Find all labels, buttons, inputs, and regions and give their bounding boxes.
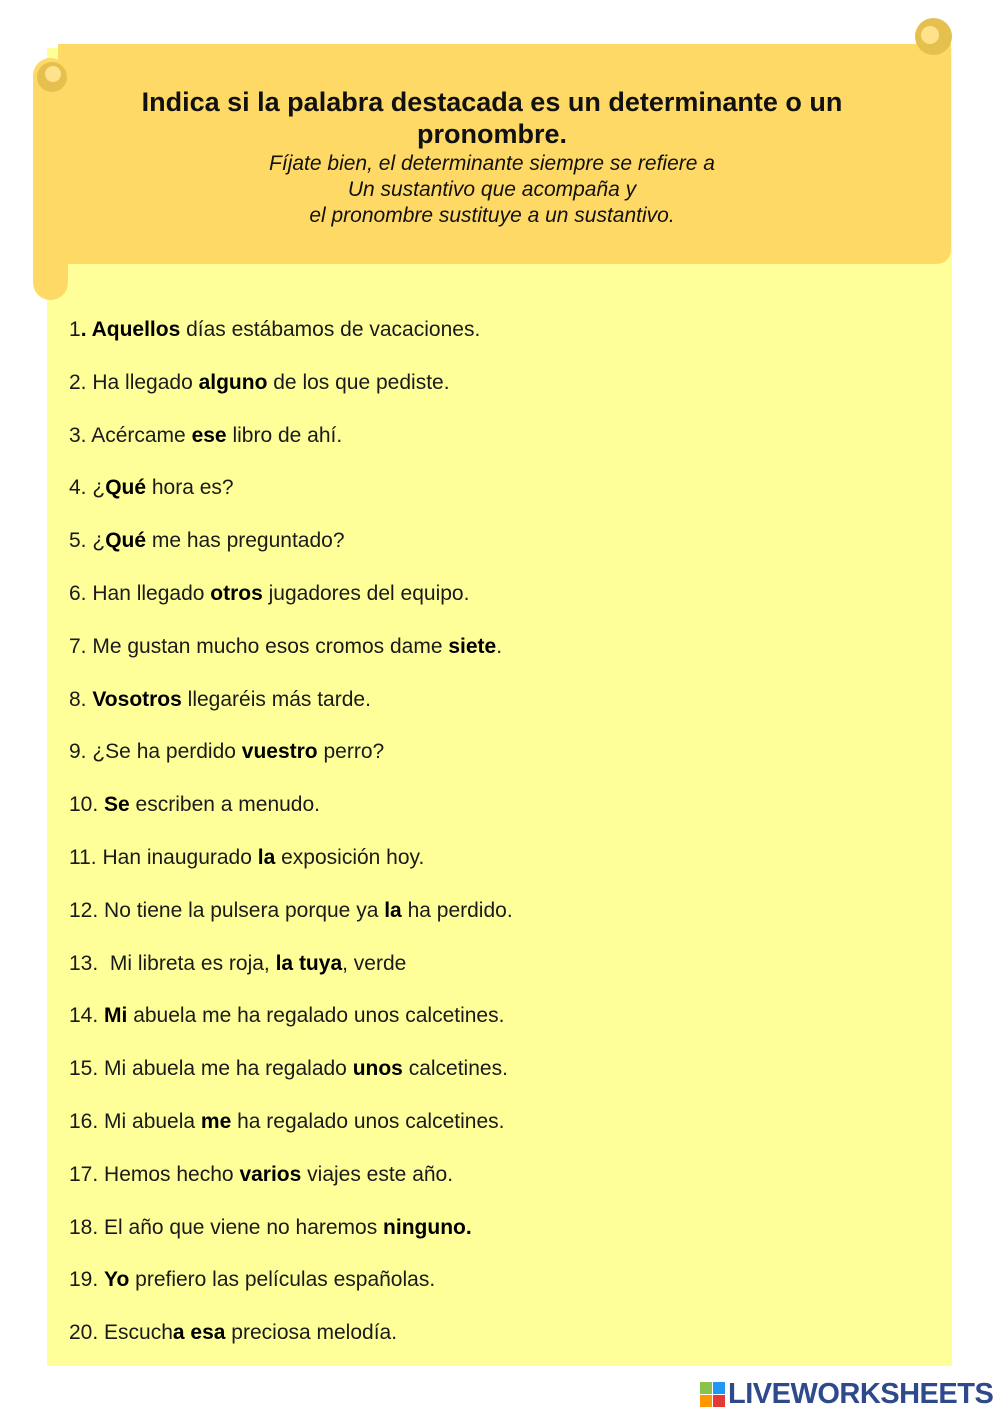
item-text: calcetines. [402,1057,508,1081]
subtitle-line: el pronombre sustituye a un sustantivo. [309,204,675,227]
item-text: exposición hoy. [275,845,425,869]
item-text: 11. Han inaugurado [69,845,258,869]
exercise-item [69,423,929,476]
item-text: 5. ¿ [69,529,106,553]
subtitle-line: Un sustantivo que acompaña y [347,178,637,201]
highlighted-word: Qué [105,529,147,553]
item-text: me has preguntado? [146,529,345,553]
highlighted-word: la [384,898,402,922]
item-text: 1 [69,318,81,341]
highlighted-word: me [200,1109,232,1133]
exercise-item [69,634,929,687]
item-text: 18. El año que viene no haremos [69,1215,384,1239]
highlighted-word: otros [210,581,263,605]
exercise-item [69,317,929,370]
item-text: 7. Me gustan mucho esos cromos dame [69,634,449,658]
logo-square [700,1395,712,1407]
highlighted-word: ese [191,423,227,447]
exercise-item [69,1056,929,1109]
item-text: abuela me ha regalado unos calcetines. [127,1004,505,1028]
highlighted-word: siete [448,634,497,658]
highlighted-word: Mi [104,1004,128,1028]
item-text: 3. Acércame [69,423,192,447]
item-text: perro? [317,740,385,764]
instructions-subtitle [58,151,926,229]
highlighted-word: vuestro [241,740,318,764]
item-text: 9. ¿Se ha perdido [69,740,242,764]
logo-square [713,1382,725,1394]
highlighted-word: Se [104,793,130,817]
highlighted-word: . Aquellos [80,318,181,341]
exercise-item [69,898,929,951]
exercise-item [69,1215,929,1268]
highlighted-word: Yo [104,1268,130,1292]
exercise-item [69,475,929,528]
item-text: 15. Mi abuela me ha regalado [69,1057,353,1081]
item-text: ha regalado unos calcetines. [231,1109,505,1133]
highlighted-word: Vosotros [92,687,182,711]
item-text: días estábamos de vacaciones. [180,318,481,341]
item-text: hora es? [146,476,234,500]
exercise-item [69,792,929,845]
item-text: 10. [69,793,105,817]
item-text: preciosa melodía. [225,1321,398,1345]
scroll-curl-icon [915,18,952,55]
exercise-item [69,1003,929,1056]
brand-name: LIVEWORKSHEETS [728,1377,994,1410]
highlighted-word: unos [352,1057,403,1081]
page-title: Indica si la palabra destacada es un determinante o un pronombre. [141,87,843,149]
liveworksheets-logo-icon [700,1382,725,1407]
exercise-item [69,845,929,898]
exercise-item [69,951,929,1004]
exercise-item [69,528,929,581]
item-text: llegaréis más tarde. [181,687,371,711]
highlighted-word: alguno [198,370,268,394]
item-text: 6. Han llegado [69,581,211,605]
item-text: 17. Hemos hecho [69,1162,240,1186]
item-text: escriben a menudo. [129,793,321,817]
item-text: 4. ¿ [69,476,106,500]
subtitle-line: Fíjate bien, el determinante siempre se refiere a [269,152,715,175]
exercise-item [69,370,929,423]
item-text: 8. [69,687,93,711]
item-text: 20. Escuch [69,1321,173,1345]
item-text: 19. [69,1268,105,1292]
item-text: jugadores del equipo. [262,581,470,605]
instructions-header [58,86,926,229]
highlighted-word: Qué [105,476,147,500]
exercise-item [69,739,929,792]
highlighted-word: varios [239,1162,302,1186]
item-text: 12. No tiene la pulsera porque ya [69,898,385,922]
exercise-list [69,317,929,1373]
item-text: 13. Mi libreta es roja, [69,951,276,975]
item-text: viajes este año. [301,1162,454,1186]
item-text: . [496,634,503,658]
logo-square [700,1382,712,1394]
exercise-item [69,581,929,634]
exercise-item [69,1320,929,1373]
item-text: , verde [342,951,407,975]
exercise-item [69,1109,929,1162]
item-text: prefiero las películas españolas. [129,1268,436,1292]
exercise-item [69,1162,929,1215]
exercise-item [69,1267,929,1320]
item-text: de los que pediste. [267,370,450,394]
item-text: libro de ahí. [226,423,343,447]
item-text: 16. Mi abuela [69,1109,201,1133]
highlighted-word: ninguno. [383,1215,472,1239]
highlighted-word: la tuya [275,951,343,975]
highlighted-word: a esa [172,1321,226,1345]
item-text: 14. [69,1004,105,1028]
item-text: ha perdido. [401,898,513,922]
highlighted-word: la [257,845,276,869]
item-text: 2. Ha llegado [69,370,199,394]
liveworksheets-brand [700,1378,993,1410]
logo-square [713,1395,725,1407]
exercise-item [69,687,929,740]
